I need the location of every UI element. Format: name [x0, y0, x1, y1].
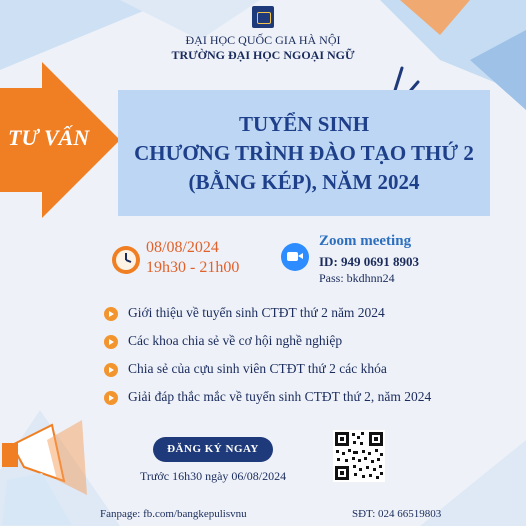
zoom-pass: Pass: bkdhnn24: [319, 271, 395, 285]
fanpage-link[interactable]: Fanpage: fb.com/bangkepulisvnu: [100, 508, 247, 520]
tuvan-label: TƯ VẤN: [8, 125, 90, 150]
play-bullet-icon: [104, 363, 118, 377]
title-line-3: (BẰNG KÉP), NĂM 2024: [188, 170, 420, 194]
phone-number: SĐT: 024 66519803: [352, 508, 442, 520]
event-date: 08/08/2024: [146, 239, 219, 256]
clock-icon: [110, 244, 142, 276]
school-name: TRƯỜNG ĐẠI HỌC NGOẠI NGỮ: [171, 48, 355, 62]
agenda-item: Các khoa chia sẻ về cơ hội nghề nghiệp: [128, 333, 343, 348]
register-button[interactable]: ĐĂNG KÝ NGAY: [153, 437, 273, 462]
qr-code[interactable]: [333, 430, 385, 482]
zoom-id: ID: 949 0691 8903: [319, 254, 420, 269]
zoom-camera-lens: [298, 253, 303, 259]
play-bullet-icon: [104, 307, 118, 321]
zoom-camera-shape: [287, 252, 298, 261]
title-line-2: CHƯƠNG TRÌNH ĐÀO TẠO THỨ 2: [134, 141, 474, 165]
agenda-item: Giới thiệu về tuyển sinh CTĐT thứ 2 năm 2024: [128, 305, 385, 320]
zoom-title: Zoom meeting: [319, 233, 412, 249]
university-logo-icon: [252, 6, 274, 28]
play-bullet-icon: [104, 335, 118, 349]
agenda-item: Chia sẻ của cựu sinh viên CTĐT thứ 2 các khóa: [128, 361, 387, 376]
event-time: 19h30 - 21h00: [146, 259, 240, 276]
play-bullet-icon: [104, 391, 118, 405]
university-name: ĐẠI HỌC QUỐC GIA HÀ NỘI: [185, 33, 341, 47]
agenda-item: Giải đáp thắc mắc về tuyển sinh CTĐT thứ 2, năm 2024: [128, 389, 432, 404]
register-deadline: Trước 16h30 ngày 06/08/2024: [140, 469, 287, 483]
title-line-1: TUYỂN SINH: [238, 112, 370, 136]
